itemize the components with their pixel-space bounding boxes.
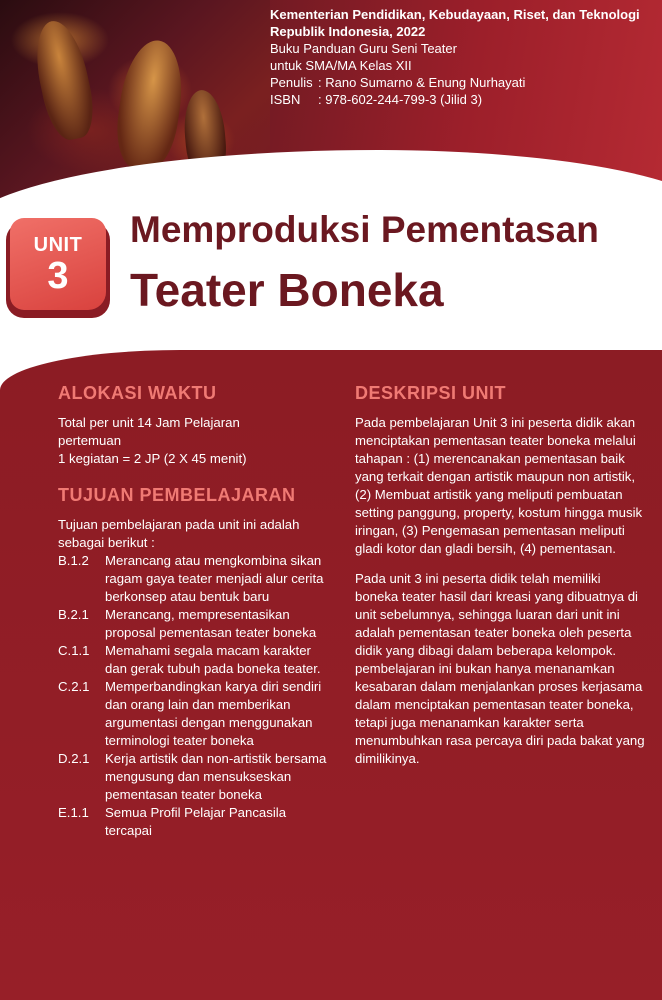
unit-badge: [10, 218, 106, 310]
objective-text: Kerja artistik dan non-artistik bersama mengusung dan mensukseskan pementasan teater boneka: [105, 751, 327, 802]
objective-text: Merancang atau mengkombina sikan ragam gaya teater menjadi alur cerita berkonsep atau bentuk baru: [105, 553, 324, 604]
deskripsi-paragraph: Pada unit 3 ini peserta didik telah memiliki boneka teater hasil dari kreasi yang dibuatnya di unit sebelumnya, sehingga luaran dari unit ini adalah pementasan teater boneka oleh peserta didik yang dibagi dalam beberapa kelompok. pembelajaran ini bukan hanya menanamkan kesabaran dalam menjalankan proses kerjasama dalam menciptakan pementasan teater boneka, tetapi juga menanamkan karakter serta menumbuhkan rasa percaya diri pada bakat yang dimilikinya.: [355, 571, 645, 766]
objective-item: [58, 804, 336, 840]
objective-code: D.2.1: [58, 751, 90, 766]
isbn-label: ISBN: [270, 92, 301, 107]
isbn-value: : 978-602-244-799-3 (Jilid 3): [318, 92, 483, 107]
unit-label: UNIT: [33, 234, 83, 256]
tujuan-intro: Tujuan pembelajaran pada unit ini adalah sebagai berikut :: [58, 517, 300, 550]
deskripsi-heading: DESKRIPSI UNIT: [355, 383, 507, 403]
objective-item: [58, 678, 336, 750]
objective-item: [58, 606, 336, 642]
alokasi-line: Total per unit 14 Jam Pelajaran: [58, 415, 240, 430]
puppet-figure: [111, 36, 189, 173]
objective-item: [58, 642, 336, 678]
publication-info: [270, 6, 660, 108]
objective-code: B.2.1: [58, 607, 89, 622]
objective-code: E.1.1: [58, 805, 89, 820]
objective-text: Merancang, mempresentasikan proposal pementasan teater boneka: [105, 607, 317, 640]
objective-text: Memperbandingkan karya diri sendiri dan orang lain dan memberikan argumentasi dengan menggunakan terminologi teater boneka: [105, 679, 322, 748]
objective-text: Memahami segala macam karakter dan gerak tubuh pada boneka teater.: [105, 643, 321, 676]
objective-code: C.1.1: [58, 643, 90, 658]
objective-code: B.1.2: [58, 553, 89, 568]
alokasi-line: 1 kegiatan = 2 JP (2 X 45 menit): [58, 451, 247, 466]
tujuan-heading: TUJUAN PEMBELAJARAN: [58, 485, 296, 505]
objective-item: [58, 750, 336, 804]
publisher-line: Kementerian Pendidikan, Kebudayaan, Riset, dan Teknologi: [270, 7, 640, 22]
author-value: : Rano Sumarno & Enung Nurhayati: [318, 75, 526, 90]
unit-number: 3: [47, 255, 69, 297]
alokasi-line: pertemuan: [58, 433, 122, 448]
header-band: [0, 0, 662, 200]
deskripsi-paragraph: Pada pembelajaran Unit 3 ini peserta didik akan menciptakan pementasan teater boneka melalui tahapan : (1) merencanakan pementasan baik yang terkait dengan artistik maupun non artistik, (2) Membuat artistik yang meliputi pembuatan setting panggung, property, kostum hingga musik iringan, (3) Pengemasan pementasan meliputi gladi kotor dan gladi bersih, (4) pementasan.: [355, 415, 643, 556]
alokasi-heading: ALOKASI WAKTU: [58, 383, 217, 403]
book-title: Buku Panduan Guru Seni Teater: [270, 41, 457, 56]
right-column: [355, 382, 645, 768]
objective-code: C.2.1: [58, 679, 90, 694]
objective-item: [58, 552, 336, 606]
isbn-row: [270, 91, 660, 108]
unit-title-line1: Memproduksi Pementasan: [130, 209, 599, 250]
puppet-figure: [28, 16, 100, 143]
left-column: [58, 382, 336, 840]
publisher-year: Republik Indonesia, 2022: [270, 24, 426, 39]
unit-title-line2: Teater Boneka: [130, 264, 444, 316]
objective-text: Semua Profil Pelajar Pancasila tercapai: [105, 805, 287, 838]
author-label: Penulis: [270, 75, 313, 90]
author-row: [270, 74, 660, 91]
book-grade: untuk SMA/MA Kelas XII: [270, 58, 412, 73]
